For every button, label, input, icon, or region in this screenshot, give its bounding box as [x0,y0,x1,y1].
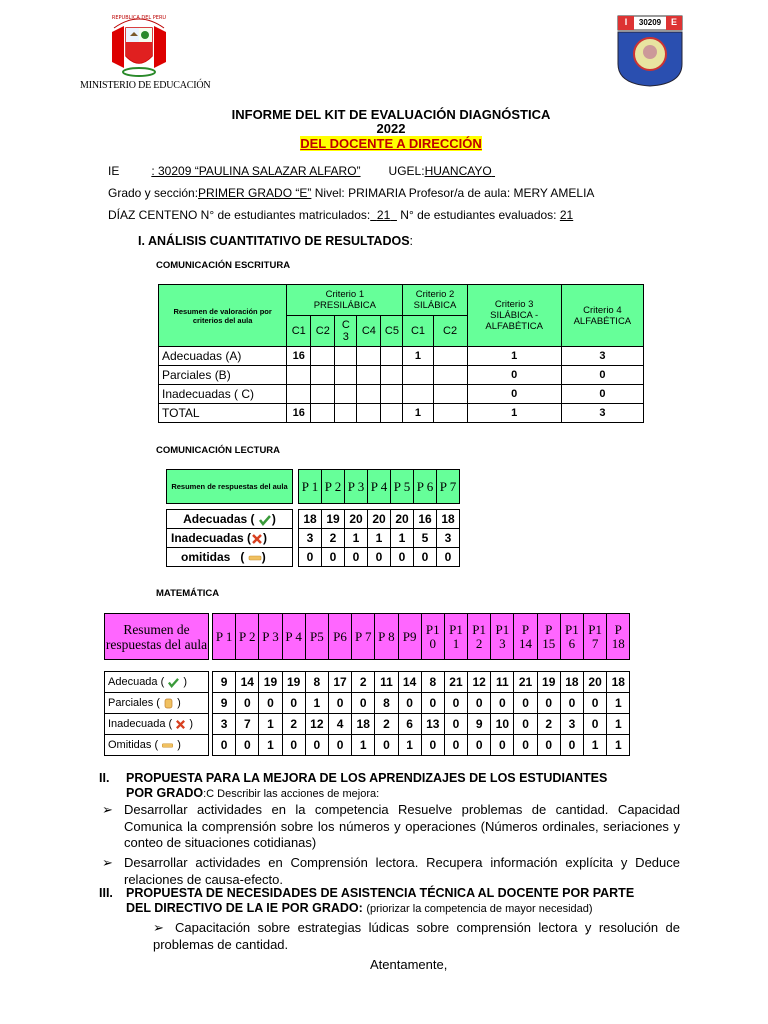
table-cell [381,366,403,385]
table-cell: 0 [414,548,437,567]
section3-num: III. [99,886,113,900]
table-cell: 4 [328,714,351,735]
table-cell: 0 [444,693,467,714]
table-cell: 14 [398,672,421,693]
table-cell: 12 [305,714,328,735]
table-cell: 6 [398,714,421,735]
row-label: Parciales (B) [159,366,287,385]
table-cell [433,404,467,423]
escritura-criterio2: Criterio 2 SILÁBICA [403,285,467,316]
escritura-criterio4: Criterio 4 ALFABÉTICA [561,285,643,347]
badge-letter-i: I [624,17,628,27]
ministry-label: MINISTERIO DE EDUCACIÓN [80,80,211,91]
table-cell: 0 [467,366,561,385]
ugel-value: HUANCAYO [424,164,492,178]
table-cell: 20 [584,672,607,693]
table-cell: 18 [607,672,630,693]
table-cell: 0 [368,548,391,567]
table-row [105,714,630,735]
table-cell: 1 [467,347,561,366]
bullet-text: Desarrollar actividades en Comprensión lectora. Recupera información explícita y Deduce relaciones de causa-efecto. [124,855,680,887]
badge-letter-e: E [670,17,677,27]
table-cell: 3 [437,529,460,548]
table-cell [335,404,357,423]
table-cell: 0 [299,548,322,567]
table-cell: 20 [345,510,368,529]
dash-icon [161,742,174,749]
title-highlight-wrap [0,135,768,153]
table-cell: 1 [259,735,282,756]
table-cell [433,347,467,366]
table-cell: 1 [398,735,421,756]
table-cell: 0 [560,735,583,756]
table-cell: 20 [391,510,414,529]
escritura-criterio3: Criterio 3 SILÁBICA - ALFABÉTICA [467,285,561,347]
matematica-col: P 3 [259,614,282,660]
table-cell: 0 [398,693,421,714]
table-cell [335,366,357,385]
lectura-col: P 5 [391,470,414,504]
badge-number: 30209 [638,18,662,27]
table-cell [381,347,403,366]
table-cell: 1 [352,735,375,756]
matematica-col: P6 [328,614,351,660]
row-label: Inadecuadas ( ) [167,529,293,548]
table-row [167,510,460,529]
lectura-col: P 6 [414,470,437,504]
table-cell: 11 [375,672,398,693]
row-label: Inadecuada ( ) [105,714,209,735]
table-cell: 0 [491,735,514,756]
matematica-col: P9 [398,614,421,660]
table-row [159,404,644,423]
partial-icon [163,697,174,709]
table-cell [403,366,433,385]
lectura-table [166,469,460,567]
table-cell: 0 [236,735,259,756]
table-cell: 8 [375,693,398,714]
table-cell: 8 [421,672,444,693]
table-cell [357,347,381,366]
row-label: omitidas ( ) [167,548,293,567]
table-cell: 0 [444,714,467,735]
info-line-ie [108,164,628,178]
table-cell: 0 [584,693,607,714]
table-cell: 0 [236,693,259,714]
info-line-grado [108,186,594,200]
nivel-text: Nivel: PRIMARIA Profesor/a de aula: MERY AMELIA [314,186,595,200]
report-subtitle: DEL DOCENTE A DIRECCIÓN [300,136,482,151]
matematica-title: MATEMÁTICA [156,588,220,599]
table-cell: 14 [236,672,259,693]
matematica-col: P 4 [282,614,305,660]
table-cell: 0 [560,693,583,714]
table-cell: 2 [352,672,375,693]
section3-bullet [153,920,680,953]
table-cell: 0 [328,735,351,756]
lectura-title: COMUNICACIÓN LECTURA [156,445,281,456]
table-cell: 1 [403,347,433,366]
matematica-col: P1 3 [491,614,514,660]
section3-heading-line1: PROPUESTA DE NECESIDADES DE ASISTENCIA TÉCNICA AL DOCENTE POR PARTE [126,886,635,900]
table-cell: 1 [305,693,328,714]
table-cell: 0 [259,693,282,714]
table-cell: 0 [444,735,467,756]
section1-heading-text: I. ANÁLISIS CUANTITATIVO DE RESULTADOS [138,234,410,248]
table-cell: 0 [561,385,643,404]
table-cell: 11 [491,672,514,693]
grado-label: Grado y sección: [108,186,199,200]
table-cell: 9 [213,693,236,714]
table-cell: 2 [322,529,345,548]
table-cell: 1 [584,735,607,756]
table-cell: 19 [537,672,560,693]
row-label: Inadecuadas ( C) [159,385,287,404]
table-cell [311,347,335,366]
line3-prefix: DÍAZ CENTENO N° de estudiantes matriculados: [108,208,371,222]
table-cell [335,385,357,404]
table-cell: 20 [368,510,391,529]
table-cell: 18 [437,510,460,529]
table-cell: 0 [514,714,537,735]
table-cell: 0 [537,735,560,756]
table-cell: 0 [352,693,375,714]
table-cell: 0 [468,735,491,756]
escritura-sub-c3: C 3 [335,316,357,347]
dash-icon [248,554,262,562]
table-cell: 0 [421,735,444,756]
table-cell: 2 [375,714,398,735]
lectura-header-label: Resumen de respuestas del aula [167,470,293,504]
table-cell: 1 [391,529,414,548]
table-row [105,735,630,756]
table-cell: 0 [537,693,560,714]
lectura-col: P 7 [437,470,460,504]
table-cell: 0 [561,366,643,385]
bullet-arrow-icon: ➢ [102,855,113,870]
table-cell: 1 [607,693,630,714]
row-label: TOTAL [159,404,287,423]
escritura-criterio1: Criterio 1 PRESILÁBICA [287,285,403,316]
section2-heading-line1: PROPUESTA PARA LA MEJORA DE LOS APRENDIZAJES DE LOS ESTUDIANTES [126,771,608,785]
matematica-table [104,613,630,756]
matematica-col: P 1 [213,614,236,660]
table-cell [433,366,467,385]
table-cell [357,385,381,404]
evaluados-value: 21 [559,208,574,222]
table-cell: 18 [560,672,583,693]
bullet-text: Capacitación sobre estrategias lúdicas sobre comprensión lectora y resolución de problemas de cantidad. [153,920,680,952]
table-cell: 16 [287,404,311,423]
escritura-sub-c2: C2 [311,316,335,347]
matematica-col: P 8 [375,614,398,660]
table-cell: 0 [345,548,368,567]
table-cell [357,366,381,385]
cross-icon [251,533,263,545]
table-cell: 9 [213,672,236,693]
section2-bullet-1 [102,802,680,852]
table-cell: 3 [560,714,583,735]
table-row [159,385,644,404]
table-cell [287,385,311,404]
table-cell: 18 [352,714,375,735]
table-cell: 18 [299,510,322,529]
table-cell: 9 [468,714,491,735]
matematica-col: P 2 [236,614,259,660]
table-row [105,693,630,714]
table-cell: 19 [322,510,345,529]
table-cell: 1 [607,735,630,756]
table-cell: 16 [287,347,311,366]
table-cell: 1 [467,404,561,423]
table-cell: 21 [444,672,467,693]
section2-heading-line2: POR GRADO:C Describir las acciones de mejora: [126,786,380,800]
table-cell: 13 [421,714,444,735]
table-cell [335,347,357,366]
table-cell: 0 [514,693,537,714]
table-cell [357,404,381,423]
peru-seal-logo [104,8,174,80]
check-icon [258,514,272,526]
table-cell: 3 [299,529,322,548]
report-title: INFORME DEL KIT DE EVALUACIÓN DIAGNÓSTICA [231,107,551,122]
table-cell: 0 [514,735,537,756]
matematica-col: P 18 [607,614,630,660]
table-cell: 1 [368,529,391,548]
section2-num: II. [99,771,110,785]
check-icon [167,677,180,688]
table-cell: 0 [421,693,444,714]
table-row [105,672,630,693]
table-cell: 0 [467,385,561,404]
table-row [159,366,644,385]
section1-heading [138,234,413,248]
report-year: 2022 [376,121,406,136]
cross-icon [175,719,186,730]
table-cell: 1 [345,529,368,548]
table-cell: 17 [328,672,351,693]
lectura-col: P 2 [322,470,345,504]
info-line-estudiantes [108,208,573,222]
table-cell [287,366,311,385]
escritura-sub-c1: C1 [287,316,311,347]
table-cell: 1 [259,714,282,735]
escritura-sub2-c1: C1 [403,316,433,347]
matematica-col: P 15 [537,614,560,660]
table-cell: 0 [468,693,491,714]
lectura-col: P 3 [345,470,368,504]
table-cell: 16 [414,510,437,529]
matematica-col: P 14 [514,614,537,660]
table-cell: 0 [491,693,514,714]
matematica-col: P 7 [352,614,375,660]
matriculados-value: 21 [376,208,391,222]
table-cell: 3 [561,347,643,366]
table-cell: 0 [375,735,398,756]
escritura-sub2-c2: C2 [433,316,467,347]
table-cell: 0 [305,735,328,756]
escritura-sub-c5: C5 [381,316,403,347]
table-cell: 0 [391,548,414,567]
table-cell: 0 [328,693,351,714]
lectura-col: P 4 [368,470,391,504]
matematica-col: P1 0 [421,614,444,660]
table-cell [311,385,335,404]
section2-bullet-2 [102,855,680,888]
matematica-col: P1 1 [444,614,467,660]
school-badge-logo [616,14,684,88]
escritura-header-label: Resumen de valoración por criterios del aula [159,285,287,347]
table-cell: 0 [282,735,305,756]
table-cell: 2 [537,714,560,735]
table-cell: 1 [403,404,433,423]
table-cell: 19 [282,672,305,693]
table-cell: 1 [607,714,630,735]
matematica-col: P1 2 [468,614,491,660]
table-cell: 3 [561,404,643,423]
matematica-col: P1 7 [584,614,607,660]
evaluados-label: N° de estudiantes evaluados: [400,208,557,222]
row-label: Omitidas ( ) [105,735,209,756]
table-cell [403,385,433,404]
table-cell [381,404,403,423]
matematica-col: P1 6 [560,614,583,660]
ugel-label: UGEL: [388,164,425,178]
matematica-header-label: Resumen de respuestas del aula [105,614,209,660]
row-label: Parciales ( ) [105,693,209,714]
table-cell: 2 [282,714,305,735]
table-cell [381,385,403,404]
table-row [167,529,460,548]
table-cell: 0 [437,548,460,567]
bullet-text: Desarrollar actividades en la competencia Resuelve problemas de cantidad. Capacidad Comunica la comprensión sobre los números y operaciones (Números ordinales, seriaciones y conteo de situaciones cotidianas) [124,802,680,850]
table-cell: 12 [468,672,491,693]
row-label: Adecuadas (A) [159,347,287,366]
table-cell [433,385,467,404]
escritura-table [158,284,644,423]
section1-heading-colon: : [409,234,414,248]
table-cell: 8 [305,672,328,693]
seal-text: REPUBLICA DEL PERU [111,15,167,21]
table-cell: 3 [213,714,236,735]
row-label: Adecuadas ( ) [167,510,293,529]
table-cell: 5 [414,529,437,548]
table-cell: 0 [213,735,236,756]
matematica-col: P5 [305,614,328,660]
table-cell: 0 [584,714,607,735]
ie-label: IE [108,164,120,178]
table-cell: 19 [259,672,282,693]
ie-value: : 30209 “PAULINA SALAZAR ALFARO” [151,164,361,178]
escritura-title: COMUNICACIÓN ESCRITURA [156,260,291,271]
table-cell [311,404,335,423]
table-cell [311,366,335,385]
grado-value: PRIMER GRADO “E” [198,186,312,200]
bullet-arrow-icon: ➢ [153,920,164,935]
row-label: Adecuada ( ) [105,672,209,693]
escritura-sub-c4: C4 [357,316,381,347]
table-cell: 0 [282,693,305,714]
table-cell: 10 [491,714,514,735]
section3-heading-line2: DEL DIRECTIVO DE LA IE POR GRADO: (priorizar la competencia de mayor necesidad) [126,901,593,915]
table-cell: 21 [514,672,537,693]
lectura-col: P 1 [299,470,322,504]
table-cell: 7 [236,714,259,735]
table-cell: 0 [322,548,345,567]
bullet-arrow-icon: ➢ [102,802,113,817]
table-row [159,347,644,366]
closing-text: Atentamente, [370,957,448,972]
table-row [167,548,460,567]
